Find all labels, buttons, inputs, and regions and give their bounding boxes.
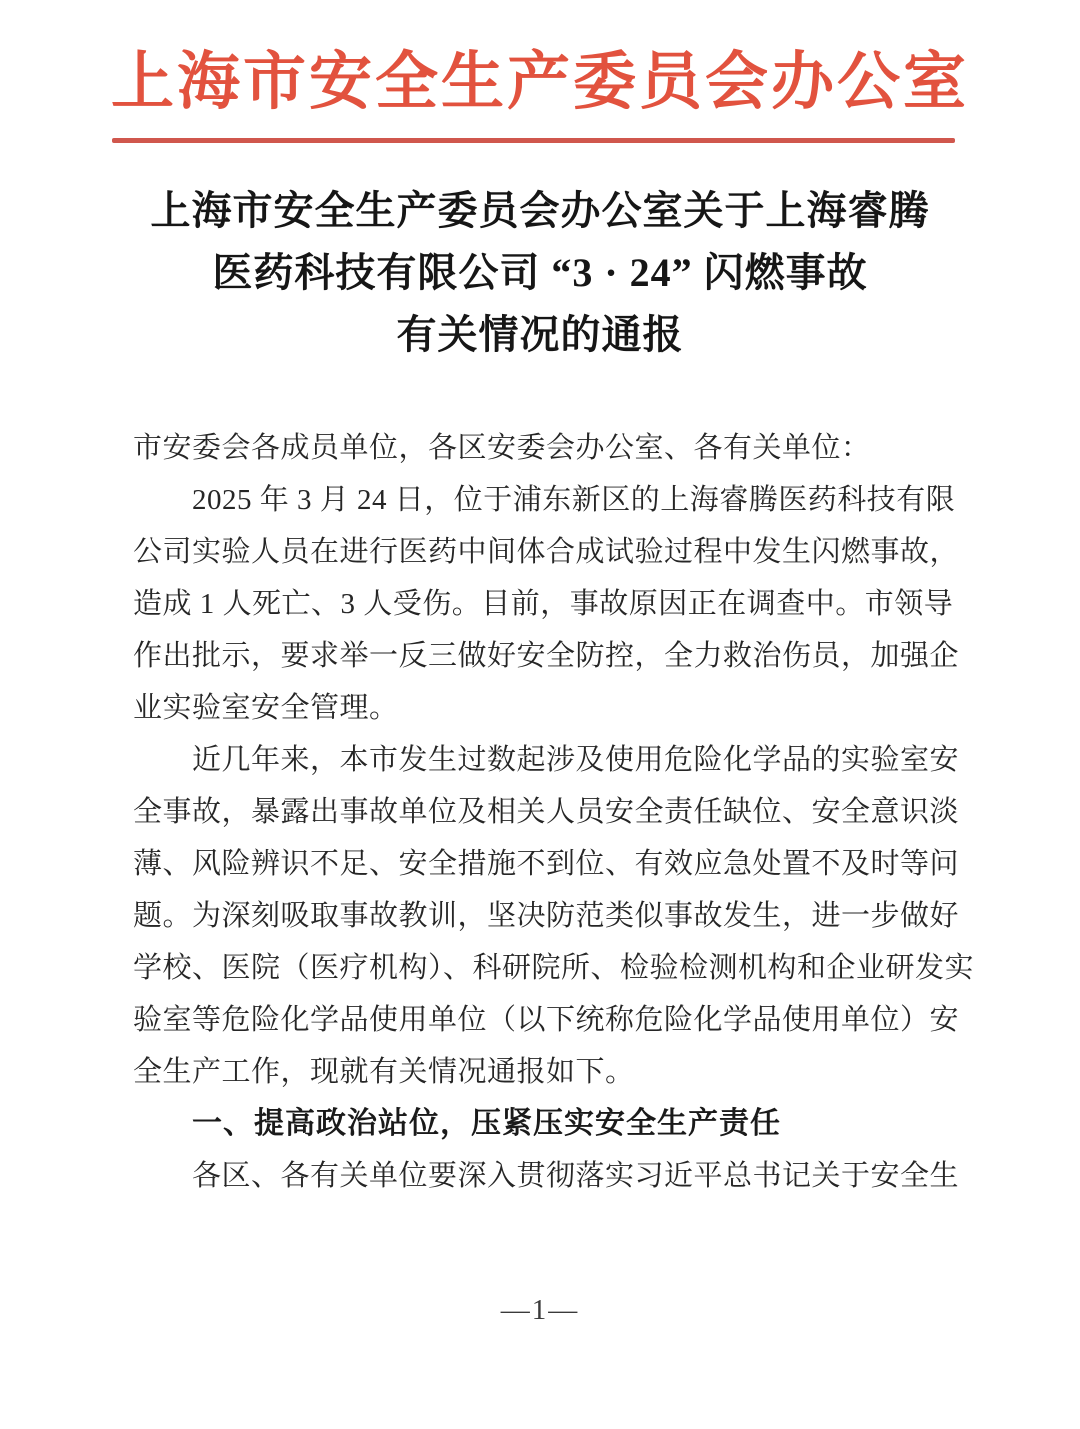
body-line: 作出批示，要求举一反三做好安全防控，全力救治伤员，加强企 bbox=[133, 640, 960, 672]
page-number: —1— bbox=[500, 1294, 580, 1326]
body-line: 全生产工作，现就有关情况通报如下。 bbox=[133, 1056, 635, 1088]
document-content bbox=[133, 422, 975, 1202]
body-line: 全事故，暴露出事故单位及相关人员安全责任缺位、安全意识淡 bbox=[133, 796, 960, 828]
document-body bbox=[133, 474, 975, 1202]
body-line: 业实验室安全管理。 bbox=[133, 692, 399, 724]
letterhead-title: 上海市安全生产委员会办公室 bbox=[111, 47, 969, 117]
body-line: 题。为深刻吸取事故教训，坚决防范类似事故发生，进一步做好 bbox=[133, 900, 960, 932]
document-title bbox=[0, 180, 1080, 366]
body-line: 公司实验人员在进行医药中间体合成试验过程中发生闪燃事故， bbox=[133, 536, 960, 568]
section-heading: 一、提高政治站位，压紧压实安全生产责任 bbox=[192, 1107, 781, 1140]
body-line: 近几年来，本市发生过数起涉及使用危险化学品的实验室安 bbox=[192, 744, 960, 776]
document-title-line: 医药科技有限公司 “3 · 24” 闪燃事故 bbox=[212, 250, 868, 295]
body-line: 各区、各有关单位要深入贯彻落实习近平总书记关于安全生 bbox=[192, 1160, 960, 1192]
body-line: 2025 年 3 月 24 日，位于浦东新区的上海睿腾医药科技有限 bbox=[192, 484, 956, 516]
salutation: 市安委会各成员单位，各区安委会办公室、各有关单位： bbox=[133, 432, 871, 464]
document-title-line: 上海市安全生产委员会办公室关于上海睿腾 bbox=[150, 188, 930, 233]
letterhead-divider bbox=[112, 138, 955, 143]
document-title-line: 有关情况的通报 bbox=[396, 312, 684, 357]
body-line: 薄、风险辨识不足、安全措施不到位、有效应急处置不及时等问 bbox=[133, 848, 960, 880]
body-line: 造成 1 人死亡、3 人受伤。目前，事故原因正在调查中。市领导 bbox=[133, 588, 954, 620]
body-line: 验室等危险化学品使用单位（以下统称危险化学品使用单位）安 bbox=[133, 1004, 960, 1036]
body-line: 学校、医院（医疗机构）、科研院所、检验检测机构和企业研发实 bbox=[133, 952, 975, 984]
